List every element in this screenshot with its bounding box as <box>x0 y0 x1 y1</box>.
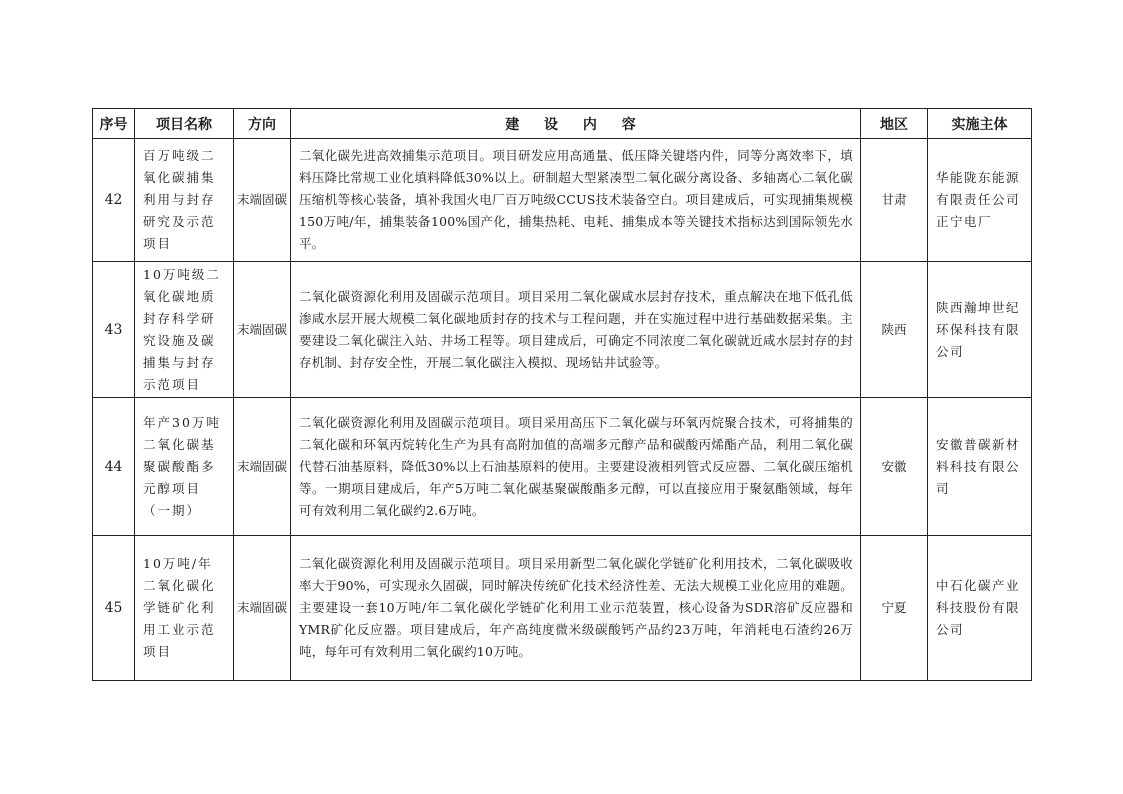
row-seq: 42 <box>93 139 135 262</box>
row-region: 甘肃 <box>861 139 928 262</box>
row-region: 陕西 <box>861 262 928 398</box>
table-row <box>93 398 1032 536</box>
header-name: 项目名称 <box>135 109 234 139</box>
header-content: 建 设 内 容 <box>291 109 861 139</box>
row-direction: 末端固碳 <box>234 262 291 398</box>
row-project-name: 10万吨/年二氧化碳化学链矿化利用工业示范项目 <box>135 536 234 681</box>
row-seq: 43 <box>93 262 135 398</box>
row-entity: 华能陇东能源有限责任公司正宁电厂 <box>928 139 1032 262</box>
row-project-name: 年产30万吨二氧化碳基聚碳酸酯多元醇项目（一期） <box>135 398 234 536</box>
row-direction: 末端固碳 <box>234 398 291 536</box>
row-content: 二氧化碳先进高效捕集示范项目。项目研发应用高通量、低压降关键塔内件，同等分离效率下，填料压降比常规工业化填料降低30%以上。研制超大型紧凑型二氧化碳分离设备、多轴离心二氧化碳压缩机等核心装备，填补我国火电厂百万吨级CCUS技术装备空白。项目建成后，可实现捕集规模150万吨/年，捕集装备100%国产化，捕集热耗、电耗、捕集成本等关键技术指标达到国际领先水平。 <box>291 139 861 262</box>
header-entity: 实施主体 <box>928 109 1032 139</box>
row-entity: 安徽普碳新材料科技有限公司 <box>928 398 1032 536</box>
header-seq: 序号 <box>93 109 135 139</box>
row-region: 宁夏 <box>861 536 928 681</box>
table-row <box>93 139 1032 262</box>
project-table <box>92 108 1032 681</box>
row-region: 安徽 <box>861 398 928 536</box>
row-content: 二氧化碳资源化利用及固碳示范项目。项目采用高压下二氧化碳与环氧丙烷聚合技术，可将捕集的二氧化碳和环氧丙烷转化生产为具有高附加值的高端多元醇产品和碳酸丙烯酯产品，利用二氧化碳代替石油基原料，降低30%以上石油基原料的使用。主要建设液相列管式反应器、二氧化碳压缩机等。一期项目建成后，年产5万吨二氧化碳基聚碳酸酯多元醇，可以直接应用于聚氨酯领域，每年可有效利用二氧化碳约2.6万吨。 <box>291 398 861 536</box>
row-entity: 中石化碳产业科技股份有限公司 <box>928 536 1032 681</box>
row-seq: 45 <box>93 536 135 681</box>
row-entity: 陕西瀚坤世纪环保科技有限公司 <box>928 262 1032 398</box>
row-content: 二氧化碳资源化利用及固碳示范项目。项目采用二氧化碳咸水层封存技术，重点解决在地下低孔低渗咸水层开展大规模二氧化碳地质封存的技术与工程问题，并在实施过程中进行基础数据采集。主要建设二氧化碳注入站、井场工程等。项目建成后，可确定不同浓度二氧化碳就近咸水层封存的封存机制、封存安全性，开展二氧化碳注入模拟、现场钻井试验等。 <box>291 262 861 398</box>
row-project-name: 百万吨级二氧化碳捕集利用与封存研究及示范项目 <box>135 139 234 262</box>
header-direction: 方向 <box>234 109 291 139</box>
header-region: 地区 <box>861 109 928 139</box>
row-direction: 末端固碳 <box>234 139 291 262</box>
row-content: 二氧化碳资源化利用及固碳示范项目。项目采用新型二氧化碳化学链矿化利用技术，二氧化碳吸收率大于90%，可实现永久固碳，同时解决传统矿化技术经济性差、无法大规模工业化应用的难题。主要建设一套10万吨/年二氧化碳化学链矿化利用工业示范装置，核心设备为SDR溶矿反应器和YMR矿化反应器。项目建成后，年产高纯度微米级碳酸钙产品约23万吨，年消耗电石渣约26万吨，每年可有效利用二氧化碳约10万吨。 <box>291 536 861 681</box>
row-project-name: 10万吨级二氧化碳地质封存科学研究设施及碳捕集与封存示范项目 <box>135 262 234 398</box>
row-direction: 末端固碳 <box>234 536 291 681</box>
row-seq: 44 <box>93 398 135 536</box>
table-header-row <box>93 109 1032 139</box>
table-row <box>93 262 1032 398</box>
table-row <box>93 536 1032 681</box>
